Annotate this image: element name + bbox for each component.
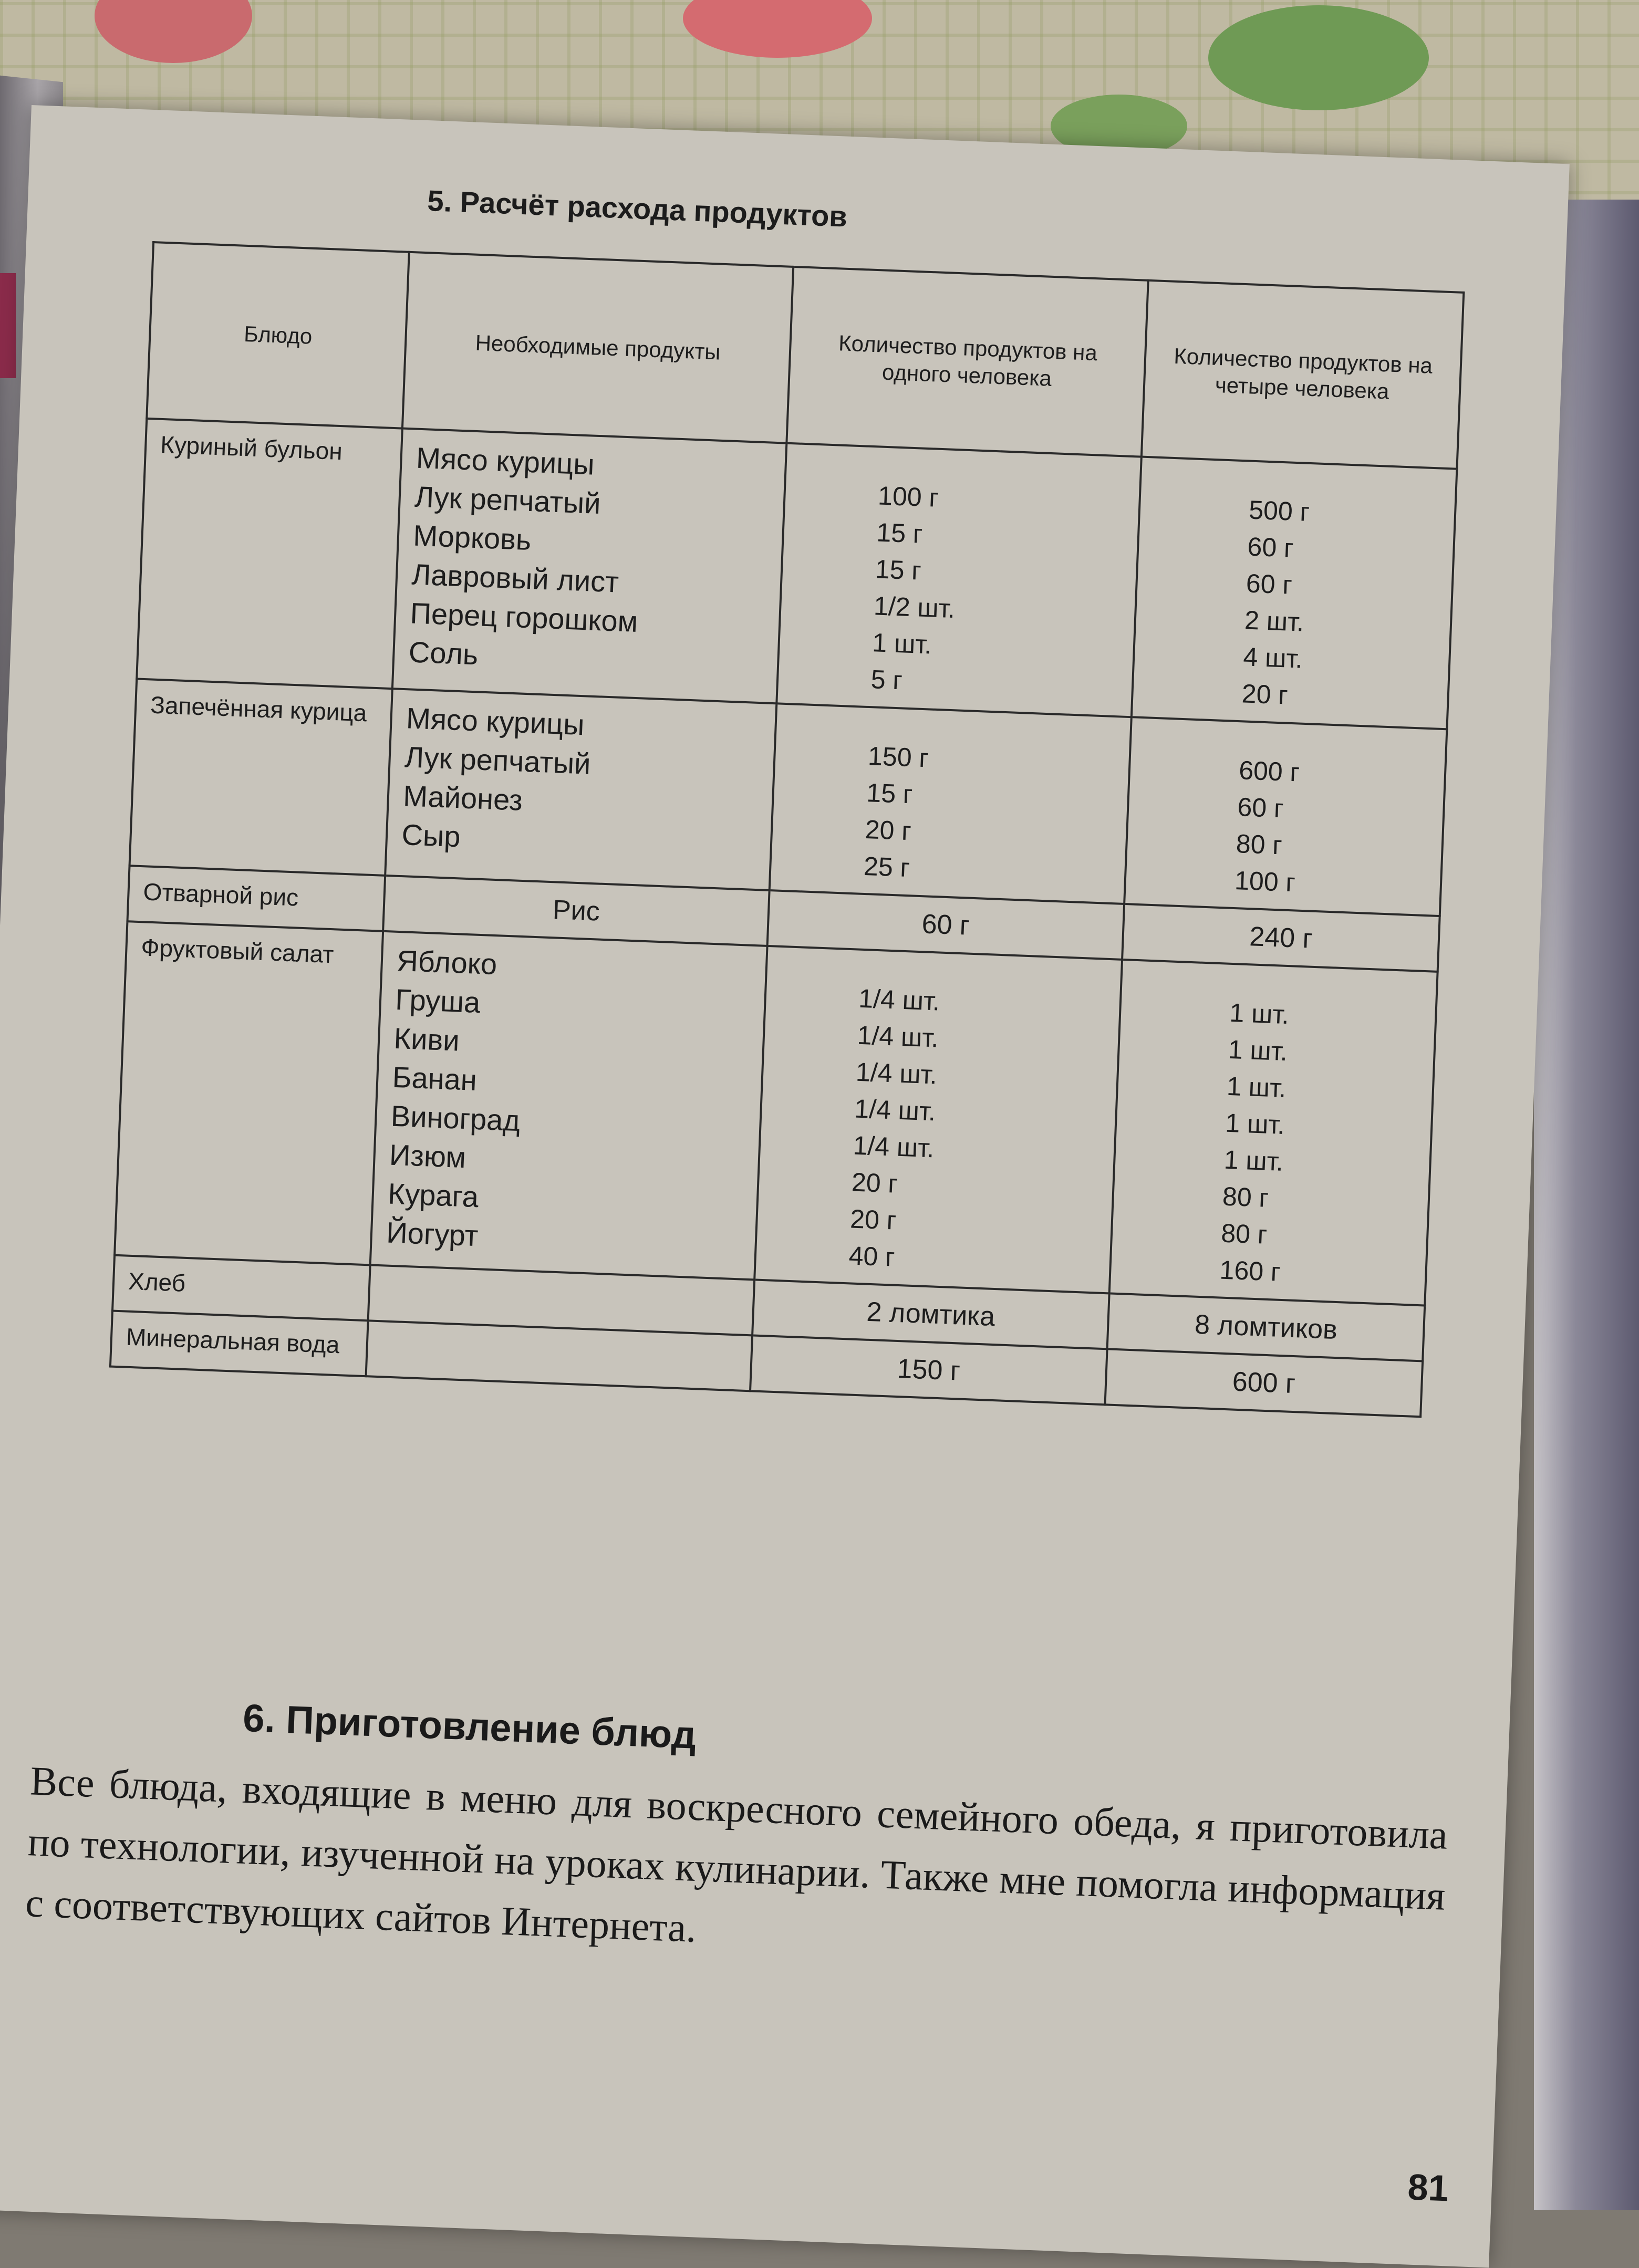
cell-list [1139,727,1432,906]
cell-list [385,1275,739,1288]
list-item: 60 г [1247,532,1294,563]
list-item: Перец горошком [409,596,639,639]
list-item: 1/4 шт. [852,1130,935,1163]
cell-value: 240 г [1249,921,1313,954]
products-cell [392,429,786,704]
cell-value: 600 г [1231,1366,1296,1400]
dish-cell: Запечённая курица [130,679,393,875]
list-item: 20 г [1241,679,1289,710]
per-four-cell [1109,960,1438,1306]
bookmark-strip [0,273,16,378]
cell-list [769,956,1107,1283]
list-item: Мясо курицы [416,441,595,481]
list-item: 1/4 шт. [855,1057,938,1090]
section-title: 5. Расчёт расхода продуктов [427,184,848,233]
list-item: Йогурт [386,1215,479,1253]
list-item: 80 г [1220,1218,1268,1250]
table-row [115,921,1438,1305]
list-item: 160 г [1219,1255,1281,1287]
leaf-pattern [1208,5,1429,110]
header-products: Необходимые продукты [402,252,793,443]
products-cell [370,931,767,1280]
per-four-cell [1124,717,1447,916]
list-item: 150 г [867,741,929,773]
cell-value: Рис [552,894,600,927]
list-item: Киви [393,1021,460,1057]
list-item: 15 г [874,554,922,586]
list-item: 25 г [863,851,910,883]
list-item: Лавровый лист [411,557,620,599]
list-item: Яблоко [396,943,498,981]
list-item: Банан [391,1060,478,1097]
cell-value: 2 ломтика [866,1296,996,1333]
cell-value: 60 г [921,909,971,941]
list-item: 1 шт. [1229,997,1290,1030]
cell-list [401,699,761,868]
list-item: 1/4 шт. [854,1094,937,1127]
list-item: Лук репчатый [404,740,592,781]
list-item: Майонез [402,779,523,817]
list-item: 2 шт. [1244,605,1305,637]
list-item: 80 г [1222,1181,1269,1213]
list-item: Лук репчатый [414,480,601,521]
page-number: 81 [1407,2166,1450,2209]
list-item: 1 шт. [1227,1034,1288,1067]
book-page [0,105,1570,2268]
table-row [137,419,1457,729]
cell-list [784,713,1116,894]
list-item: 60 г [1245,568,1293,600]
flower-pattern [683,0,872,58]
list-item: 80 г [1235,829,1283,860]
list-item: 100 г [877,481,939,513]
list-item: 1 шт. [872,628,932,660]
list-item: 1 шт. [1226,1071,1287,1104]
per-one-cell [769,703,1132,904]
list-item: 40 г [848,1241,896,1272]
list-item: Изюм [389,1138,467,1174]
header-per-one: Количество продуктов на одного человека [786,267,1148,457]
dish-cell: Куриный бульон [137,419,402,689]
dish-cell: Хлеб [112,1255,370,1321]
products-cell [386,689,776,890]
list-item: 100 г [1234,866,1296,898]
list-item: 1/2 шт. [873,591,956,624]
cell-list [386,941,752,1265]
list-item: 1 шт. [1223,1145,1284,1177]
cell-list [408,439,772,685]
per-four-cell [1105,1349,1423,1417]
list-item: 60 г [1237,792,1284,824]
cell-list [382,1330,737,1344]
dish-cell: Фруктовый салат [115,921,383,1265]
list-item: 500 г [1248,495,1310,527]
list-item: 1 шт. [1225,1108,1285,1140]
list-item: Морковь [412,518,532,557]
list-item: 20 г [849,1204,897,1235]
list-item: 4 шт. [1242,642,1303,674]
per-four-cell [1132,457,1457,730]
list-item: Соль [408,635,479,671]
list-item: 15 г [876,517,924,549]
cell-list [792,453,1127,707]
list-item: 20 г [851,1167,898,1199]
list-item: 600 г [1238,755,1300,787]
list-item: 15 г [866,778,914,809]
list-item: Груша [395,982,481,1019]
list-item: Сыр [401,818,461,854]
cell-value: 150 г [896,1354,961,1387]
cell-list [1147,467,1442,720]
list-item: Мясо курицы [406,701,585,742]
cell-list [1125,970,1423,1295]
per-one-cell [754,946,1123,1294]
list-item: 1/4 шт. [858,983,941,1016]
list-item: Виноград [390,1099,521,1138]
section-heading: 6. Приготовление блюд [242,1695,697,1757]
product-consumption-table [109,241,1465,1418]
header-per-four: Количество продуктов на четыре человека [1142,280,1464,469]
list-item: 5 г [870,664,903,695]
header-dish: Блюдо [147,242,409,428]
flower-pattern [95,0,252,63]
list-item: 20 г [864,814,912,846]
per-one-cell [776,443,1142,717]
dish-cell: Отварной рис [127,866,385,931]
cell-value: 8 ломтиков [1194,1309,1338,1346]
dish-cell: Минеральная вода [110,1311,368,1377]
list-item: Курага [387,1177,480,1214]
list-item: 1/4 шт. [856,1020,939,1053]
section-paragraph: Все блюда, входящие в меню для воскресного семейного обеда, я приготовила по технологии, изученной на уроках кулинарии. Также мне помогла информация с соответствующих сайтов Интернета. [24,1757,1449,1951]
